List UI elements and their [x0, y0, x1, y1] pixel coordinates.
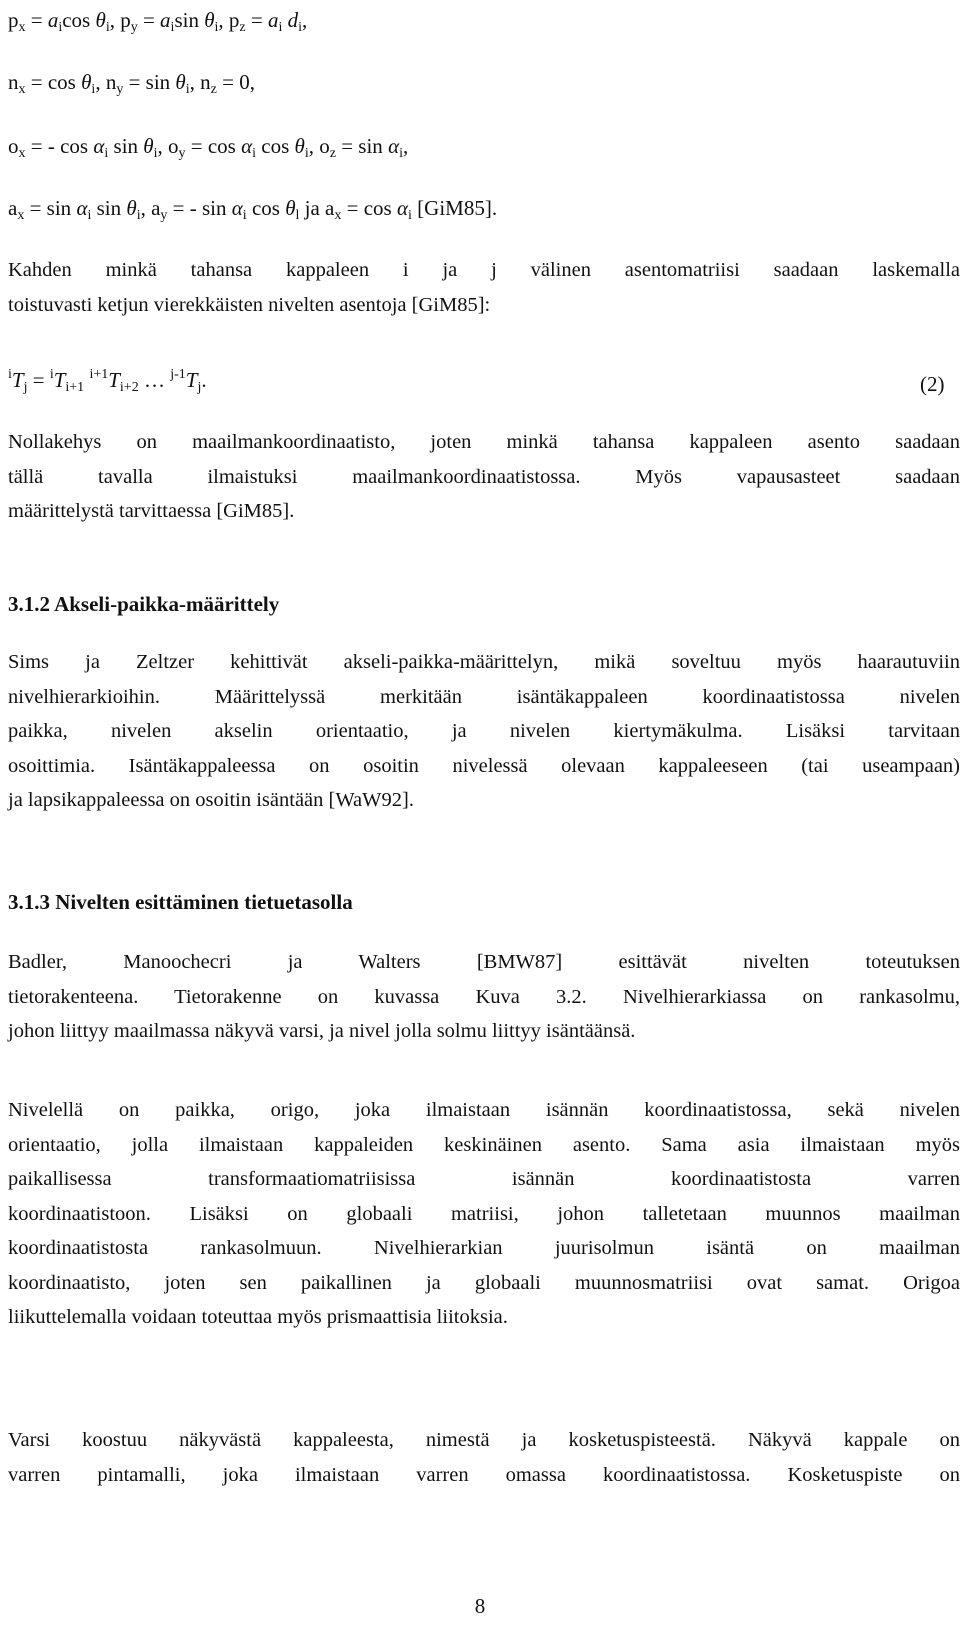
paragraph-4: [8, 950, 960, 1054]
page-number: 8: [474, 1594, 486, 1618]
text-line: Sims ja Zeltzer kehittivät akseli-paikka-määrittelyn, mikä soveltuu myös haarautuviin: [8, 651, 960, 673]
paragraph-1: [8, 258, 960, 327]
text-line: koordinaatistosta rankasolmuun. Nivelhierarkian juurisolmun isäntä on maailman: [8, 1237, 960, 1259]
text-line: Varsi koostuu näkyvästä kappaleesta, nimestä ja kosketuspisteestä. Näkyvä kappale on: [8, 1429, 960, 1451]
section-heading-3-1-2: 3.1.2 Akseli-paikka-määrittely: [8, 592, 280, 616]
text-line: koordinaatistoon. Lisäksi on globaali matriisi, johon talletetaan muunnos maailman: [8, 1202, 960, 1225]
formula-a: $a_x = \sin \alpha_i$ $\sin \theta_i$, $a_y$ = - $\sin \alpha_i$ $\cos \theta_l$ ja $a_x = \cos \alpha_i$ [GiM85].: [8, 196, 498, 223]
text-line: Kahden minkä tahansa kappaleen i ja j välinen asentomatriisi saadaan laskemalla: [8, 259, 960, 281]
paragraph-2: [8, 430, 960, 534]
text-line: toistuvasti ketjun vierekkäisten nivelten asentoja [GiM85]:: [8, 293, 491, 316]
formula-o: $o_x$ = - $\cos \alpha_i$ $\sin \theta_i$, $o_y = \cos \alpha_i$ $\cos \theta_i$, $o_z = \sin \alpha_i$,: [8, 134, 409, 161]
text-line: varren pintamalli, joka ilmaistaan varren omassa koordinaatistossa. Kosketuspiste on: [8, 1463, 960, 1486]
formula-n: $n_x = \cos \theta_i$, $n_y = \sin \theta_i$, $n_z = 0$,: [8, 70, 255, 97]
paragraph-5: [8, 1098, 960, 1340]
paragraph-6: [8, 1428, 960, 1497]
text-line: tällä tavalla ilmaistuksi maailmankoordinaatistossa. Myös vapausasteet saadaan: [8, 465, 960, 488]
text-line: Nollakehys on maailmankoordinaatisto, joten minkä tahansa kappaleen asento saadaan: [8, 431, 960, 453]
text-line: koordinaatisto, joten sen paikallinen ja globaali muunnosmatriisi ovat samat. Origoa: [8, 1271, 960, 1294]
text-line: ja lapsikappaleessa on osoitin isäntään [WaW92].: [8, 789, 414, 811]
text-line: paikka, nivelen akselin orientaatio, ja nivelen kiertymäkulma. Lisäksi tarvitaan: [8, 720, 960, 742]
text-line: paikallisessa transformaatiomatriisissa isännän koordinaatistosta varren: [8, 1168, 960, 1190]
text-line: orientaatio, jolla ilmaistaan kappaleiden keskinäinen asento. Sama asia ilmaistaan myös: [8, 1133, 960, 1156]
text-line: tietorakenteena. Tietorakenne on kuvassa Kuva 3.2. Nivelhierarkiassa on rankasolmu,: [8, 985, 960, 1008]
text-line: liikuttelemalla voidaan toteuttaa myös prismaattisia liitoksia.: [8, 1306, 508, 1328]
formula-p: $p_x = a_i\cos$ $\theta_i$, $p_y = a_i\sin$ $\theta_i$, $p_z = a_i$ $d_i$,: [8, 8, 308, 35]
equation-2: $^iT_j = ^iT_{i+1}$ $^{i+1}T_{i+2}$ … $^{j-1}T_j$.: [8, 367, 207, 395]
text-line: määrittelystä tarvittaessa [GiM85].: [8, 500, 295, 522]
text-line: johon liittyy maailmassa näkyvä varsi, ja nivel jolla solmu liittyy isäntäänsä.: [8, 1020, 636, 1042]
text-line: Nivelellä on paikka, origo, joka ilmaistaan isännän koordinaatistossa, sekä nivelen: [8, 1099, 960, 1121]
text-line: osoittimia. Isäntäkappaleessa on osoitin nivelessä olevaan kappaleeseen (tai useampaan): [8, 754, 960, 777]
text-line: nivelhierarkioihin. Määrittelyssä merkitään isäntäkappaleen koordinaatistossa nivelen: [8, 685, 960, 708]
section-heading-3-1-3: 3.1.3 Nivelten esittäminen tietuetasolla: [8, 890, 353, 914]
text-line: Badler, Manoochecri ja Walters [BMW87] esittävät nivelten toteutuksen: [8, 951, 960, 973]
equation-number: (2): [920, 372, 945, 396]
paragraph-3: [8, 650, 960, 823]
